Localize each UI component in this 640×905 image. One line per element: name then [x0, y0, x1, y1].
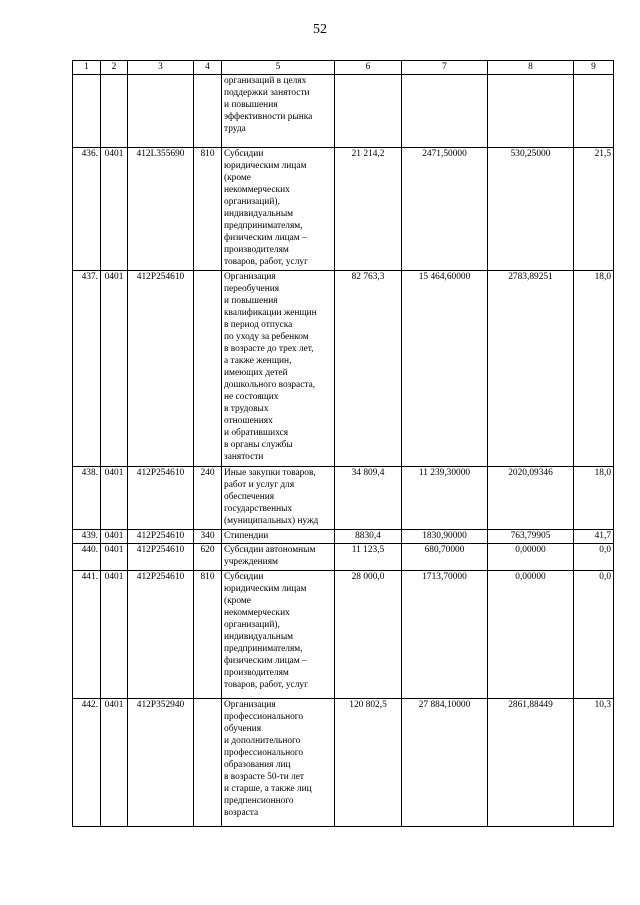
table-row	[73, 271, 614, 467]
cell-type: 240	[194, 467, 222, 530]
cell-num: 437.	[73, 271, 101, 467]
cell-col8: 2020,09346	[488, 467, 574, 530]
column-header-8: 8	[488, 61, 574, 75]
cell-name: Субсидии автономным учреждениям	[222, 544, 335, 571]
cell-col6: 21 214,2	[335, 148, 402, 271]
cell-col6: 11 123,5	[335, 544, 402, 571]
cell-num	[73, 75, 101, 148]
cell-col6: 82 763,3	[335, 271, 402, 467]
cell-name: организаций в целях поддержки занятости и повышения эффективности рынка труда	[222, 75, 335, 148]
table-row	[73, 467, 614, 530]
cell-col7: 11 239,30000	[402, 467, 488, 530]
cell-name: Субсидии юридическим лицам (кроме некоммерческих организаций), индивидуальным предпринимателям, физическим лицам – производителям товаров, работ, услуг	[222, 571, 335, 699]
cell-num: 439.	[73, 530, 101, 544]
table-row	[73, 148, 614, 271]
cell-target: 412P254610	[128, 530, 194, 544]
cell-col7: 680,70000	[402, 544, 488, 571]
cell-col8: 0,00000	[488, 544, 574, 571]
cell-num: 442.	[73, 699, 101, 827]
cell-section	[101, 75, 128, 148]
cell-target: 412L355690	[128, 148, 194, 271]
cell-section: 0401	[101, 271, 128, 467]
cell-target: 412P254610	[128, 467, 194, 530]
cell-num: 440.	[73, 544, 101, 571]
cell-section: 0401	[101, 530, 128, 544]
cell-target	[128, 75, 194, 148]
table-row	[73, 530, 614, 544]
cell-section: 0401	[101, 148, 128, 271]
cell-name: Иные закупки товаров, работ и услуг для обеспечения государственных (муниципальных) нужд	[222, 467, 335, 530]
table-row	[73, 571, 614, 699]
cell-col6: 120 802,5	[335, 699, 402, 827]
cell-col6: 34 809,4	[335, 467, 402, 530]
header-row	[73, 61, 614, 75]
cell-col9: 10,3	[574, 699, 614, 827]
column-header-7: 7	[402, 61, 488, 75]
cell-col9	[574, 75, 614, 148]
table-row	[73, 544, 614, 571]
budget-table	[72, 60, 614, 827]
page-number: 52	[313, 22, 327, 37]
cell-section: 0401	[101, 571, 128, 699]
cell-type: 340	[194, 530, 222, 544]
cell-type: 620	[194, 544, 222, 571]
cell-col6: 28 000,0	[335, 571, 402, 699]
column-header-3: 3	[128, 61, 194, 75]
cell-type	[194, 271, 222, 467]
cell-type: 810	[194, 148, 222, 271]
column-header-2: 2	[101, 61, 128, 75]
cell-col6	[335, 75, 402, 148]
cell-col9: 0,0	[574, 571, 614, 699]
cell-col8: 763,79905	[488, 530, 574, 544]
cell-section: 0401	[101, 467, 128, 530]
continuation-row	[73, 75, 614, 148]
cell-col8: 530,25000	[488, 148, 574, 271]
table-row	[73, 699, 614, 827]
cell-col9: 41,7	[574, 530, 614, 544]
cell-name: Организация профессионального обучения и дополнительного профессионального образования лиц в возрасте 50-ти лет и старше, а также лиц предпенсионного возраста	[222, 699, 335, 827]
cell-num: 436.	[73, 148, 101, 271]
cell-target: 412P254610	[128, 544, 194, 571]
cell-col7: 15 464,60000	[402, 271, 488, 467]
cell-col7: 1830,90000	[402, 530, 488, 544]
cell-col9: 0,0	[574, 544, 614, 571]
cell-type	[194, 75, 222, 148]
cell-col9: 18,0	[574, 271, 614, 467]
cell-name: Организация переобучения и повышения квалификации женщин в период отпуска по уходу за ребенком в возрасте до трех лет, а также женщин, имеющих детей дошкольного возраста, не состоящих в трудовых отношениях и обратившихся в органы службы занятости	[222, 271, 335, 467]
cell-col8: 2861,88449	[488, 699, 574, 827]
cell-col8: 0,00000	[488, 571, 574, 699]
column-header-1: 1	[73, 61, 101, 75]
cell-col7: 27 884,10000	[402, 699, 488, 827]
cell-target: 412P254610	[128, 571, 194, 699]
column-header-5: 5	[222, 61, 335, 75]
column-header-9: 9	[574, 61, 614, 75]
cell-section: 0401	[101, 544, 128, 571]
cell-col9: 18,0	[574, 467, 614, 530]
cell-col8	[488, 75, 574, 148]
cell-num: 441.	[73, 571, 101, 699]
cell-col8: 2783,89251	[488, 271, 574, 467]
cell-col7: 2471,50000	[402, 148, 488, 271]
column-header-6: 6	[335, 61, 402, 75]
cell-target: 412P254610	[128, 271, 194, 467]
column-header-4: 4	[194, 61, 222, 75]
cell-col7	[402, 75, 488, 148]
cell-col7: 1713,70000	[402, 571, 488, 699]
cell-target: 412P352940	[128, 699, 194, 827]
cell-name: Стипендии	[222, 530, 335, 544]
cell-col9: 21,5	[574, 148, 614, 271]
cell-type: 810	[194, 571, 222, 699]
cell-type	[194, 699, 222, 827]
cell-name: Субсидии юридическим лицам (кроме некоммерческих организаций), индивидуальным предпринимателям, физическим лицам – производителям товаров, работ, услуг	[222, 148, 335, 271]
cell-section: 0401	[101, 699, 128, 827]
cell-num: 438.	[73, 467, 101, 530]
cell-col6: 8830,4	[335, 530, 402, 544]
